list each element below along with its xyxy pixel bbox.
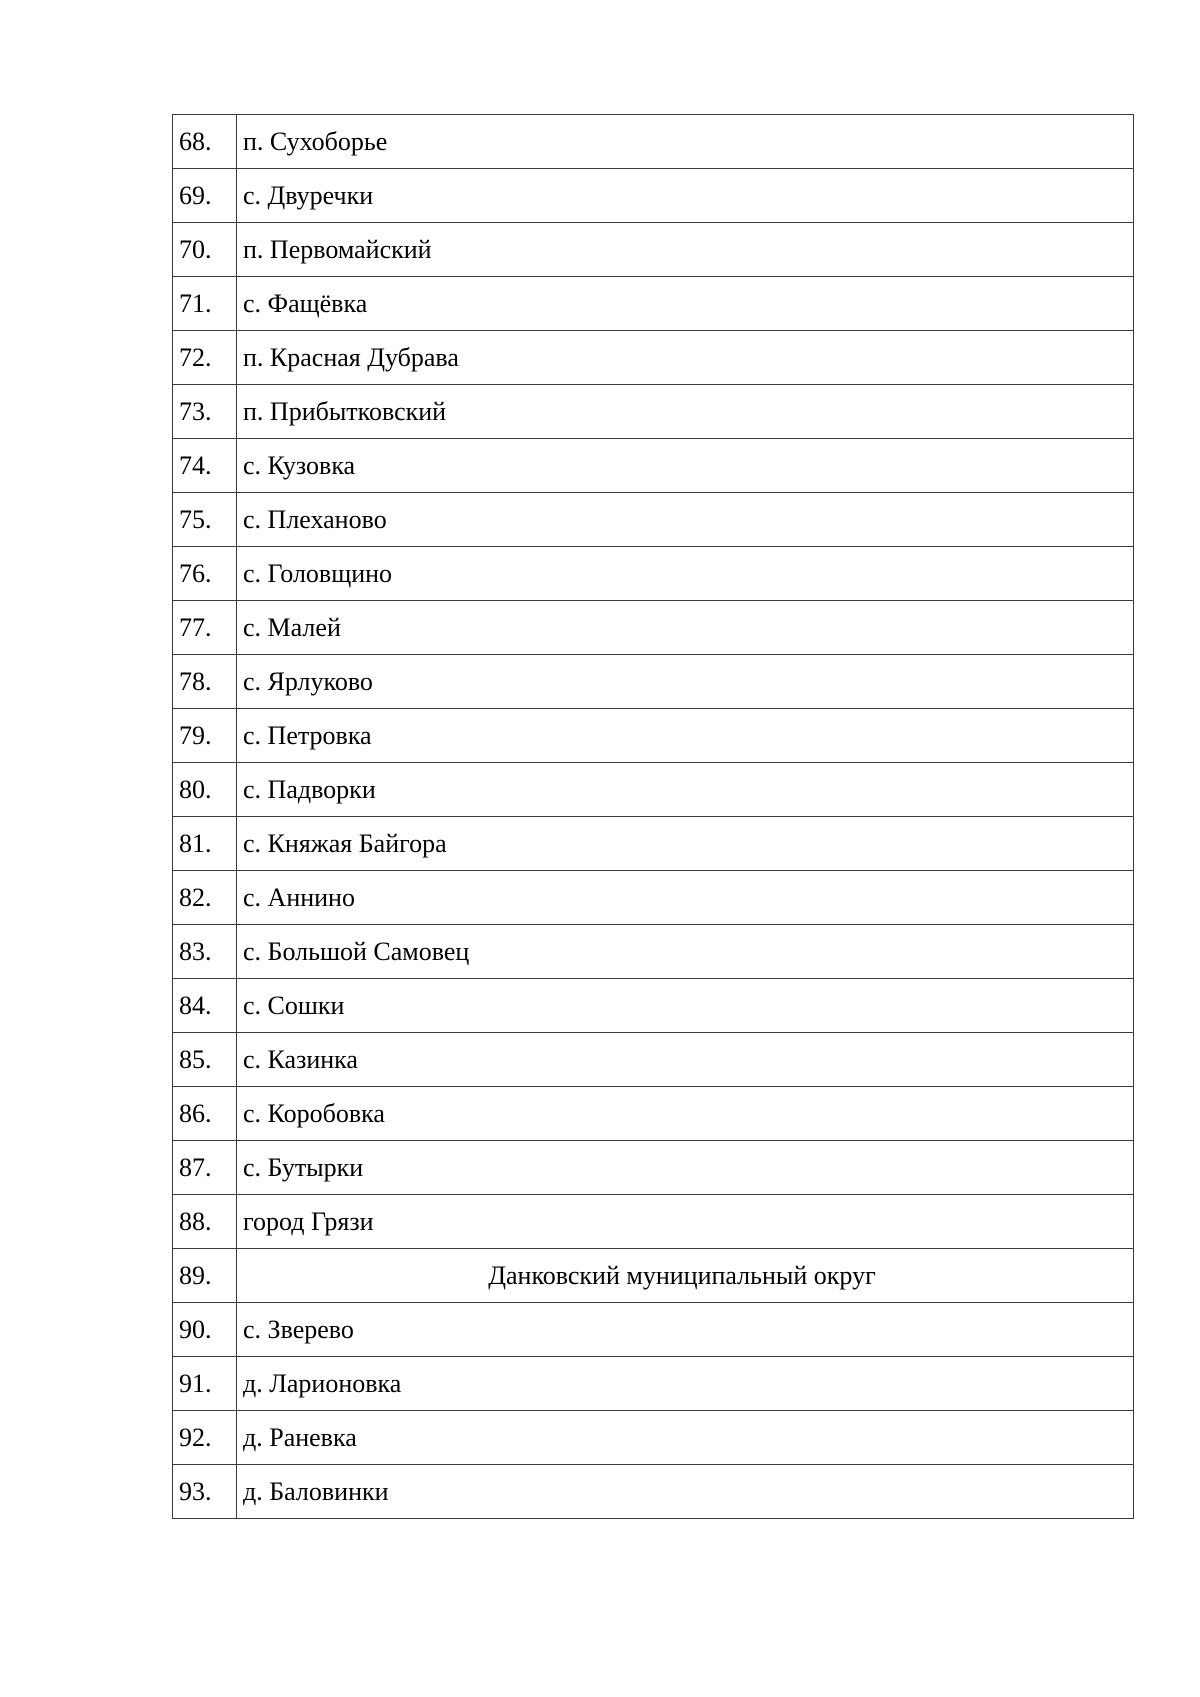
table-row	[173, 1087, 1134, 1141]
settlement-name-cell: п. Красная Дубрава	[237, 331, 1134, 385]
settlement-name-cell: с. Двуречки	[237, 169, 1134, 223]
settlement-name-cell: с. Кузовка	[237, 439, 1134, 493]
section-title-cell: Данковский муниципальный округ	[237, 1249, 1134, 1303]
table-row	[173, 277, 1134, 331]
section-header-row	[173, 1249, 1134, 1303]
table-row	[173, 1465, 1134, 1519]
table-row	[173, 871, 1134, 925]
table-row	[173, 1141, 1134, 1195]
row-number-cell: 89.	[173, 1249, 237, 1303]
settlement-name-cell: с. Зверево	[237, 1303, 1134, 1357]
settlement-name-cell: д. Ларионовка	[237, 1357, 1134, 1411]
row-number-cell: 70.	[173, 223, 237, 277]
table-row	[173, 1411, 1134, 1465]
settlement-name-cell: с. Княжая Байгора	[237, 817, 1134, 871]
row-number-cell: 77.	[173, 601, 237, 655]
settlement-name-cell: город Грязи	[237, 1195, 1134, 1249]
row-number-cell: 76.	[173, 547, 237, 601]
settlement-name-cell: п. Первомайский	[237, 223, 1134, 277]
row-number-cell: 85.	[173, 1033, 237, 1087]
row-number-cell: 73.	[173, 385, 237, 439]
settlement-name-cell: с. Бутырки	[237, 1141, 1134, 1195]
table-row	[173, 223, 1134, 277]
settlement-name-cell: с. Фащёвка	[237, 277, 1134, 331]
table-row	[173, 493, 1134, 547]
table-row	[173, 1303, 1134, 1357]
settlement-name-cell: с. Аннино	[237, 871, 1134, 925]
row-number-cell: 90.	[173, 1303, 237, 1357]
settlements-table-body	[173, 115, 1134, 1519]
row-number-cell: 82.	[173, 871, 237, 925]
settlement-name-cell: п. Сухоборье	[237, 115, 1134, 169]
table-row	[173, 1033, 1134, 1087]
table-row	[173, 817, 1134, 871]
row-number-cell: 84.	[173, 979, 237, 1033]
settlement-name-cell: с. Казинка	[237, 1033, 1134, 1087]
settlement-name-cell: с. Ярлуково	[237, 655, 1134, 709]
settlement-name-cell: д. Раневка	[237, 1411, 1134, 1465]
settlement-name-cell: с. Большой Самовец	[237, 925, 1134, 979]
row-number-cell: 69.	[173, 169, 237, 223]
row-number-cell: 79.	[173, 709, 237, 763]
row-number-cell: 93.	[173, 1465, 237, 1519]
row-number-cell: 87.	[173, 1141, 237, 1195]
table-row	[173, 331, 1134, 385]
table-row	[173, 169, 1134, 223]
row-number-cell: 68.	[173, 115, 237, 169]
table-row	[173, 709, 1134, 763]
row-number-cell: 91.	[173, 1357, 237, 1411]
settlement-name-cell: с. Коробовка	[237, 1087, 1134, 1141]
row-number-cell: 71.	[173, 277, 237, 331]
row-number-cell: 74.	[173, 439, 237, 493]
settlement-name-cell: д. Баловинки	[237, 1465, 1134, 1519]
table-row	[173, 925, 1134, 979]
row-number-cell: 83.	[173, 925, 237, 979]
table-row	[173, 1195, 1134, 1249]
row-number-cell: 92.	[173, 1411, 237, 1465]
settlement-name-cell: с. Петровка	[237, 709, 1134, 763]
row-number-cell: 80.	[173, 763, 237, 817]
row-number-cell: 75.	[173, 493, 237, 547]
table-row	[173, 115, 1134, 169]
settlement-name-cell: с. Сошки	[237, 979, 1134, 1033]
table-row	[173, 763, 1134, 817]
table-row	[173, 655, 1134, 709]
table-row	[173, 601, 1134, 655]
row-number-cell: 86.	[173, 1087, 237, 1141]
row-number-cell: 81.	[173, 817, 237, 871]
settlement-name-cell: п. Прибытковский	[237, 385, 1134, 439]
settlement-name-cell: с. Плеханово	[237, 493, 1134, 547]
table-row	[173, 385, 1134, 439]
settlement-name-cell: с. Падворки	[237, 763, 1134, 817]
table-row	[173, 979, 1134, 1033]
table-row	[173, 439, 1134, 493]
table-row	[173, 1357, 1134, 1411]
settlement-name-cell: с. Головщино	[237, 547, 1134, 601]
row-number-cell: 72.	[173, 331, 237, 385]
row-number-cell: 88.	[173, 1195, 237, 1249]
settlements-table	[172, 114, 1134, 1519]
settlement-name-cell: с. Малей	[237, 601, 1134, 655]
table-row	[173, 547, 1134, 601]
row-number-cell: 78.	[173, 655, 237, 709]
